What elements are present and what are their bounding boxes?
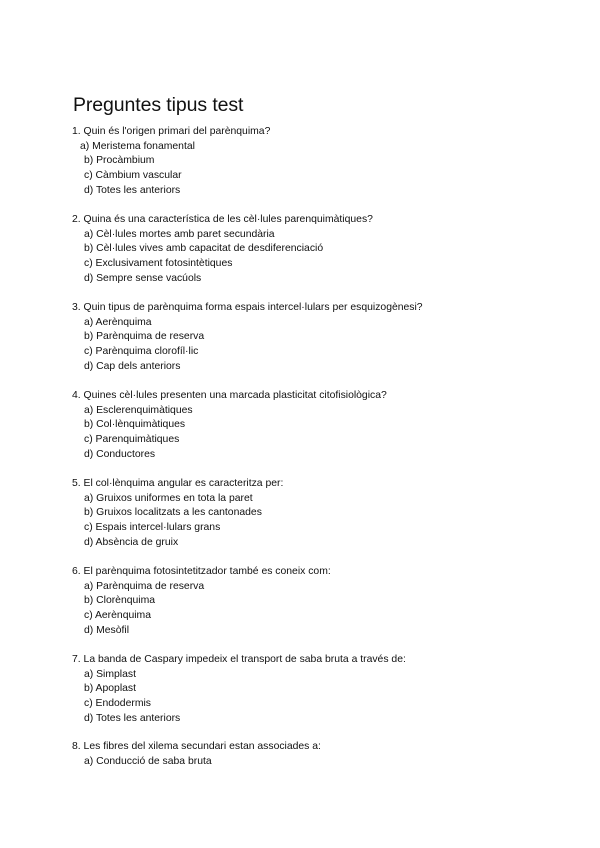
option-a: a) Cèl·lules mortes amb paret secundària — [84, 228, 275, 240]
option-b: b) Apoplast — [84, 683, 136, 695]
option-b: b) Gruixos localitzats a les cantonades — [84, 507, 262, 519]
option-b: b) Clorènquima — [84, 595, 156, 607]
option-a: a) Conducció de saba bruta — [84, 755, 212, 767]
question-7 — [72, 653, 572, 727]
option-b: b) Cèl·lules vives amb capacitat de desdiferenciació — [84, 243, 324, 255]
question-text: 8. Les fibres del xilema secundari estan associades a: — [72, 741, 321, 752]
question-2 — [72, 213, 572, 287]
option-d: d) Sempre sense vacúols — [84, 272, 202, 284]
option-a: a) Meristema fonamental — [80, 140, 195, 152]
question-text: 6. El parènquima fotosintetitzador també es coneix com: — [72, 566, 331, 577]
option-b: b) Procàmbium — [84, 155, 155, 167]
option-d: d) Absència de gruix — [84, 536, 179, 548]
option-c: c) Aerènquima — [84, 610, 151, 622]
question-6 — [72, 565, 572, 639]
page-title: Preguntes tipus test — [73, 94, 244, 116]
question-3 — [72, 301, 572, 375]
question-4 — [72, 389, 572, 463]
question-text: 2. Quina és una característica de les cèl·lules parenquimàtiques? — [72, 214, 373, 225]
option-a: a) Esclerenquimàtiques — [84, 404, 193, 416]
option-a: a) Gruixos uniformes en tota la paret — [84, 492, 253, 504]
question-text: 3. Quin tipus de parènquima forma espais intercel·lulars per esquizogènesi? — [72, 302, 423, 313]
option-d: d) Mesòfil — [84, 624, 130, 636]
option-a: a) Aerènquima — [84, 316, 152, 328]
option-d: d) Totes les anteriors — [84, 712, 181, 724]
question-text: 4. Quines cèl·lules presenten una marcada plasticitat citofisiològica? — [72, 390, 387, 401]
option-c: c) Exclusivament fotosintètiques — [84, 258, 233, 270]
question-1 — [72, 125, 572, 199]
option-d: d) Conductores — [84, 448, 156, 460]
option-c: c) Endodermis — [84, 698, 151, 710]
question-text: 7. La banda de Caspary impedeix el transport de saba bruta a través de: — [72, 654, 406, 665]
option-c: c) Espais intercel·lulars grans — [84, 522, 221, 534]
option-d: d) Cap dels anteriors — [84, 360, 181, 372]
option-c: c) Parenquimàtiques — [84, 434, 180, 446]
option-c: c) Càmbium vascular — [84, 170, 182, 182]
option-d: d) Totes les anteriors — [84, 184, 181, 196]
question-8 — [72, 740, 572, 769]
option-b: b) Parènquima de reserva — [84, 331, 205, 343]
option-a: a) Simplast — [84, 668, 136, 680]
question-text: 5. El col·lènquima angular es caracteritza per: — [72, 478, 284, 489]
option-c: c) Parènquima clorofíl·lic — [84, 346, 199, 358]
question-5 — [72, 477, 572, 551]
question-text: 1. Quin és l'origen primari del parènquima? — [72, 126, 271, 137]
option-b: b) Col·lènquimàtiques — [84, 419, 186, 431]
option-a: a) Parènquima de reserva — [84, 580, 205, 592]
